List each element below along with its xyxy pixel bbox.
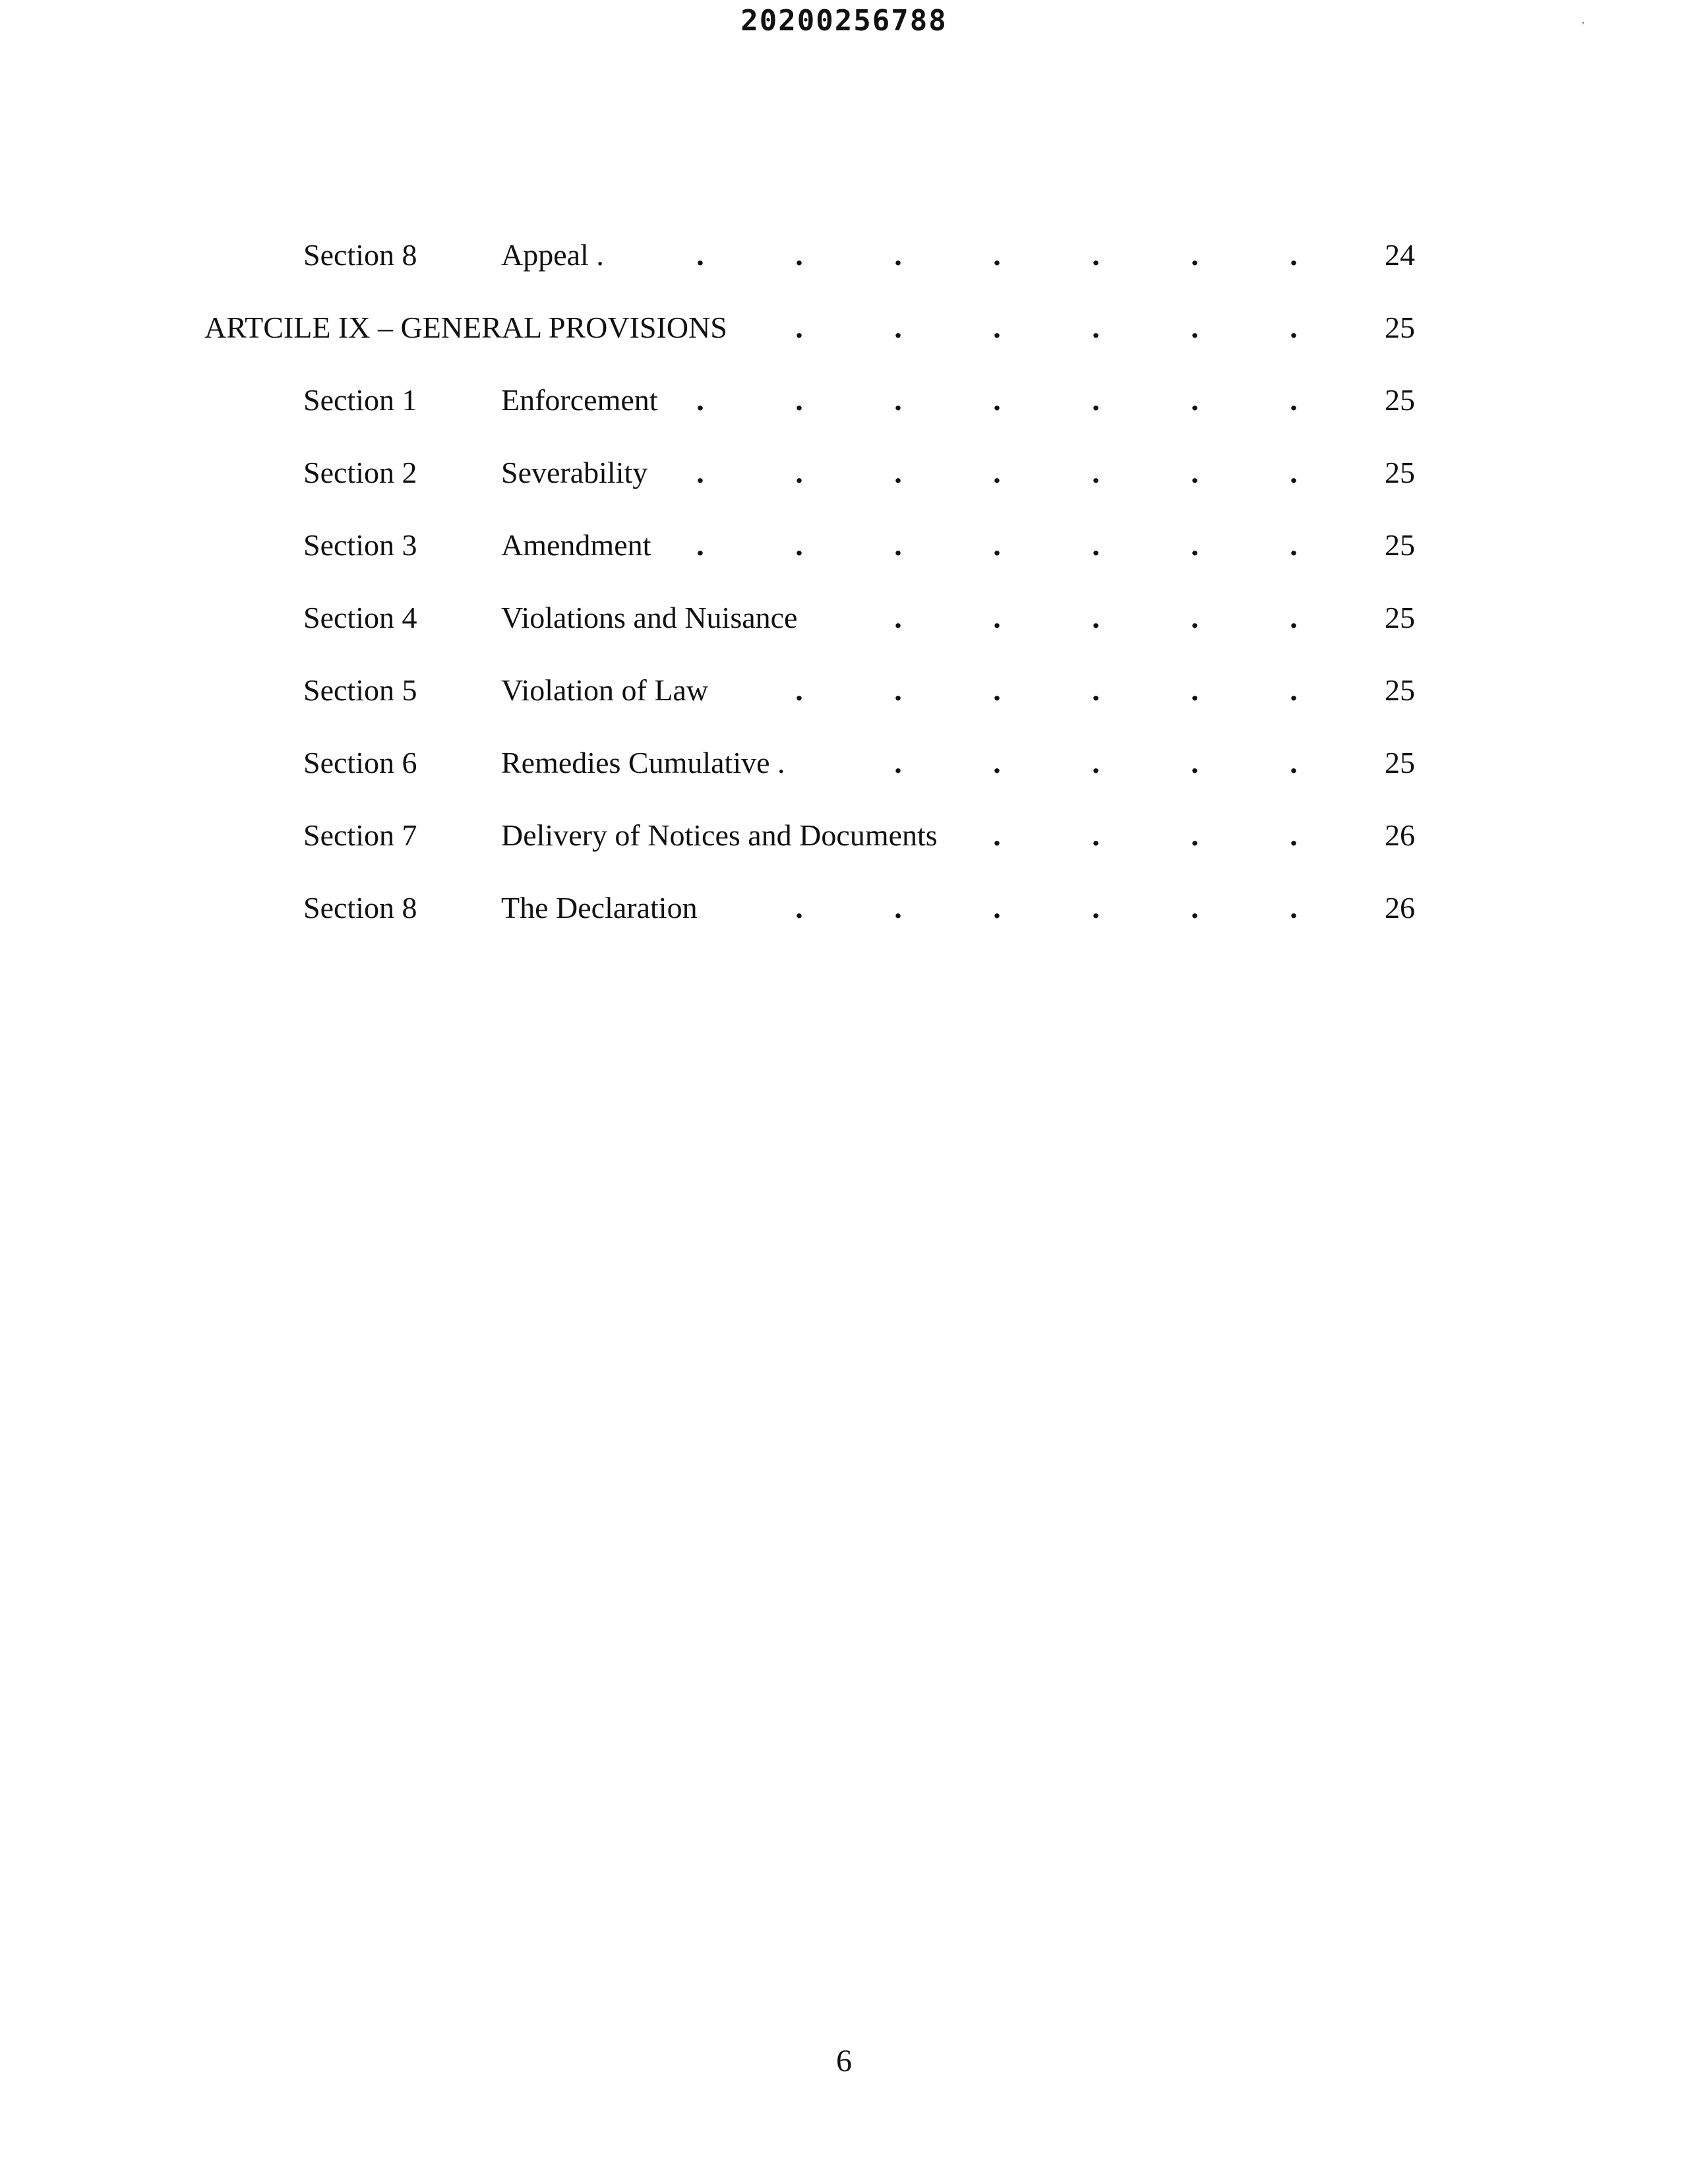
- leader-dot: .: [1290, 456, 1298, 489]
- leader-dot: .: [993, 673, 1001, 707]
- section-title: Violation of Law: [501, 673, 709, 707]
- toc-section-row: [0, 237, 1688, 290]
- leader-dot: .: [1290, 746, 1298, 779]
- leader-dot: .: [1290, 383, 1298, 417]
- page-number: 6: [836, 2044, 852, 2078]
- leader-dot: .: [1191, 311, 1199, 344]
- leader-dot: .: [993, 311, 1001, 344]
- toc-page-number: 25: [1385, 528, 1415, 562]
- section-label: Section 1: [303, 383, 417, 417]
- leader-dot: .: [993, 383, 1001, 417]
- leader-dot: .: [894, 528, 902, 562]
- article-title: ARTCILE IX – GENERAL PROVISIONS: [204, 311, 727, 344]
- leader-dot: .: [1290, 673, 1298, 707]
- leader-dot: .: [1191, 891, 1199, 925]
- leader-dot: .: [1092, 818, 1100, 852]
- leader-dot: .: [894, 456, 902, 489]
- leader-dot: .: [1290, 238, 1298, 272]
- toc-page-number: 25: [1385, 746, 1415, 779]
- leader-dot: .: [1092, 456, 1100, 489]
- leader-dot: .: [795, 238, 803, 272]
- leader-dot: .: [1191, 383, 1199, 417]
- leader-dot: .: [1092, 601, 1100, 634]
- toc-page-number: 25: [1385, 456, 1415, 489]
- section-title: Remedies Cumulative .: [501, 746, 785, 779]
- toc-section-row: [0, 818, 1688, 870]
- leader-dot: .: [894, 383, 902, 417]
- leader-dot: .: [1290, 891, 1298, 925]
- section-title: Severability: [501, 456, 648, 489]
- document-number: 20200256788: [740, 4, 948, 38]
- section-title: Amendment: [501, 528, 651, 562]
- toc-page-number: 25: [1385, 601, 1415, 634]
- leader-dot: .: [1191, 238, 1199, 272]
- toc-page-number: 26: [1385, 818, 1415, 852]
- toc-page-number: 26: [1385, 891, 1415, 925]
- leader-dot: .: [993, 746, 1001, 779]
- section-label: Section 3: [303, 528, 417, 562]
- toc-page-number: 24: [1385, 238, 1415, 272]
- toc-section-row: [0, 890, 1688, 943]
- leader-dot: .: [1191, 528, 1199, 562]
- leader-dot: .: [696, 528, 704, 562]
- leader-dot: .: [1191, 601, 1199, 634]
- leader-dot: .: [1290, 601, 1298, 634]
- section-title: Enforcement: [501, 383, 658, 417]
- leader-dot: .: [1290, 311, 1298, 344]
- leader-dot: .: [894, 311, 902, 344]
- toc-section-row: [0, 745, 1688, 798]
- leader-dot: .: [1191, 818, 1199, 852]
- leader-dot: .: [1092, 673, 1100, 707]
- section-label: Section 6: [303, 746, 417, 779]
- section-label: Section 2: [303, 456, 417, 489]
- toc-section-row: [0, 382, 1688, 435]
- leader-dot: .: [993, 528, 1001, 562]
- leader-dot: .: [1092, 311, 1100, 344]
- leader-dot: .: [696, 238, 704, 272]
- section-title: Delivery of Notices and Documents: [501, 818, 938, 852]
- leader-dot: .: [795, 673, 803, 707]
- leader-dot: .: [1191, 673, 1199, 707]
- leader-dot: .: [795, 383, 803, 417]
- toc-page-number: 25: [1385, 383, 1415, 417]
- leader-dot: .: [795, 891, 803, 925]
- leader-dot: .: [894, 238, 902, 272]
- leader-dot: .: [1092, 891, 1100, 925]
- leader-dot: .: [993, 601, 1001, 634]
- section-label: Section 4: [303, 601, 417, 634]
- leader-dot: .: [1191, 746, 1199, 779]
- leader-dot: .: [894, 601, 902, 634]
- leader-dot: .: [1092, 746, 1100, 779]
- toc-page-number: 25: [1385, 673, 1415, 707]
- leader-dot: .: [1092, 383, 1100, 417]
- leader-dot: .: [1290, 528, 1298, 562]
- section-label: Section 5: [303, 673, 417, 707]
- leader-dot: .: [696, 456, 704, 489]
- toc-section-row: [0, 455, 1688, 508]
- leader-dot: .: [795, 528, 803, 562]
- section-title: Appeal .: [501, 238, 604, 272]
- leader-dot: .: [993, 238, 1001, 272]
- toc-page-number: 25: [1385, 311, 1415, 344]
- leader-dot: .: [1092, 528, 1100, 562]
- leader-dot: .: [894, 891, 902, 925]
- leader-dot: .: [993, 818, 1001, 852]
- leader-dot: .: [894, 746, 902, 779]
- leader-dot: .: [1290, 818, 1298, 852]
- leader-dot: .: [1191, 456, 1199, 489]
- leader-dot: .: [795, 311, 803, 344]
- toc-section-row: [0, 528, 1688, 580]
- toc-article-row: [0, 310, 1688, 363]
- leader-dot: .: [1092, 238, 1100, 272]
- scan-mark: ’: [1581, 20, 1585, 34]
- leader-dot: .: [993, 891, 1001, 925]
- toc-section-row: [0, 600, 1688, 653]
- toc-section-row: [0, 673, 1688, 725]
- section-label: Section 7: [303, 818, 417, 852]
- section-label: Section 8: [303, 891, 417, 925]
- section-label: Section 8: [303, 238, 417, 272]
- leader-dot: .: [795, 456, 803, 489]
- leader-dot: .: [993, 456, 1001, 489]
- section-title: Violations and Nuisance: [501, 601, 798, 634]
- leader-dot: .: [696, 383, 704, 417]
- section-title: The Declaration: [501, 891, 698, 925]
- leader-dot: .: [894, 673, 902, 707]
